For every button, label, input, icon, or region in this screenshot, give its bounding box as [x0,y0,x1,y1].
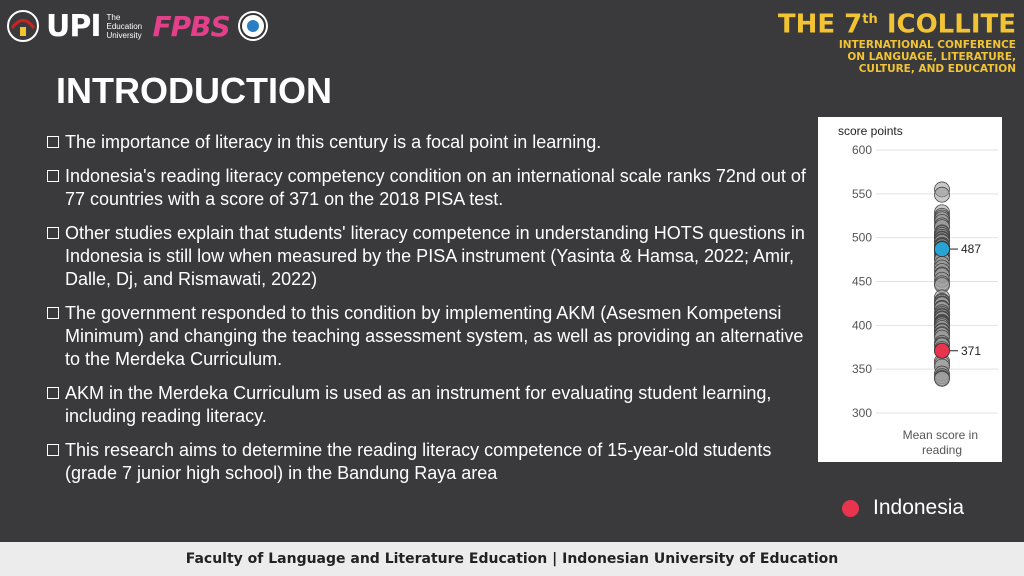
bullet-item: The government responded to this condition by implementing AKM (Asesmen Kompetensi Minimum) and changing the teaching assessment system, as well as providing an alternative to the Merdeka Curriculum. [46,302,806,371]
y-tick-label: 400 [851,318,872,333]
bullet-list [46,131,806,496]
conference-logo [778,6,1016,75]
conference-line-2: ON LANGUAGE, LITERATURE, [847,50,1016,63]
bullet-item: Other studies explain that students' literacy competence in understanding HOTS questions in Indonesia is still low when measured by the PISA instrument (Yasinta & Hamsa, 2022; Amir, Dalle, Dj, and Rismawati, 2022) [46,222,806,291]
chart-xlabel-line-1: Mean score in [902,428,979,442]
country-point [935,187,950,202]
upi-logo-subtitle: The Education University [106,12,143,40]
checkbox-bullet-icon [47,387,59,399]
oecd-average-point [935,242,950,257]
checkbox-bullet-icon [47,307,59,319]
legend-dot-icon [842,500,859,517]
pisa-chart-svg [818,117,1002,462]
footer-bar [0,542,1024,576]
fpbs-logo-text: FPBS [152,9,230,43]
chart-xlabel [903,428,982,457]
y-tick-label: 550 [851,186,872,201]
checkbox-bullet-icon [47,227,59,239]
bullet-item: AKM in the Merdeka Curriculum is used as an instrument for evaluating student learning, including reading literacy. [46,382,806,428]
legend-label: Indonesia [873,496,965,519]
y-tick-label: 450 [851,274,872,289]
upi-logo-text: UPI [46,8,101,44]
bullet-item: Indonesia's reading literacy competency condition on an international scale ranks 72nd out of 77 countries with a score of 371 on the 2018 PISA test. [46,165,806,211]
y-tick-label: 500 [851,230,872,245]
oecd-average-point-label: 487 [961,242,982,257]
header-logos [6,6,270,46]
checkbox-bullet-icon [47,444,59,456]
conference-title: THE 7th ICOLLITE [777,9,1016,40]
chart-title: score points [838,124,903,138]
y-tick-label: 350 [851,362,872,377]
conference-line-3: CULTURE, AND EDUCATION [858,62,1016,75]
checkbox-bullet-icon [47,136,59,148]
pisa-chart [818,117,1002,462]
conference-line-1: INTERNATIONAL CONFERENCE [838,38,1016,51]
country-point [935,371,950,386]
chart-xlabel-line-2: reading [921,443,963,457]
university-emblem-icon [6,9,40,43]
indonesia-point-label: 371 [961,343,982,358]
y-tick-label: 600 [851,143,872,157]
indonesia-point [935,343,950,358]
bullet-item: This research aims to determine the reading literacy competence of 15-year-old students (grade 7 junior high school) in the Bandung Raya area [46,439,806,485]
checkbox-bullet-icon [47,170,59,182]
footer-text: Faculty of Language and Literature Education | Indonesian University of Education [185,551,839,567]
legend [842,496,964,520]
y-tick-label: 300 [851,406,872,420]
faculty-badge-icon [236,9,270,43]
slide-title: INTRODUCTION [56,70,332,111]
bullet-item: The importance of literacy in this century is a focal point in learning. [46,131,806,154]
